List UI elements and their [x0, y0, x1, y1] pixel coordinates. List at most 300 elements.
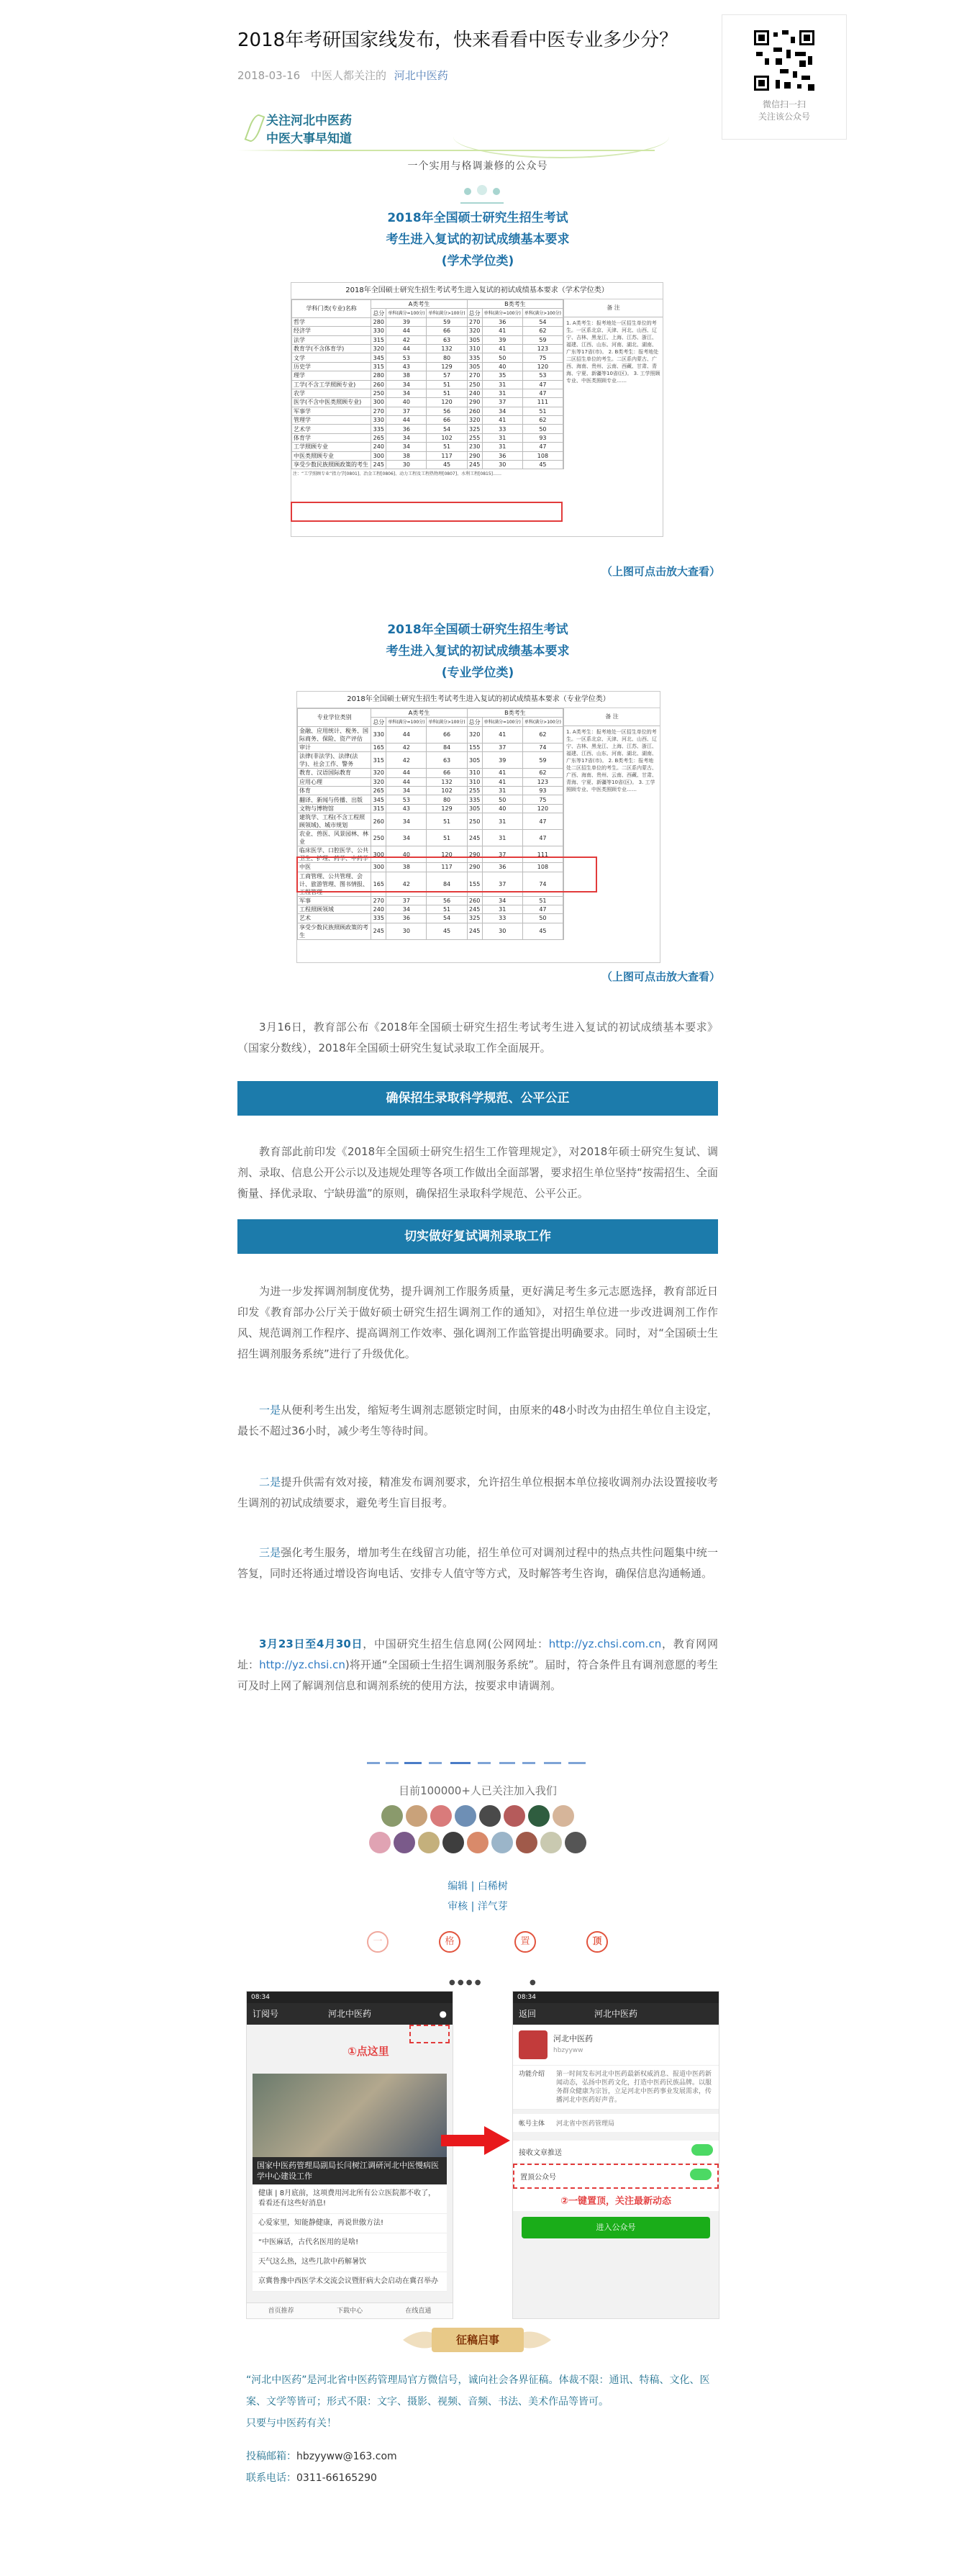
- article-date: 2018-03-16: [237, 69, 301, 82]
- table1-cell-score: 39: [386, 317, 427, 326]
- phone2-nav: [513, 2003, 719, 2025]
- table1-cell-score: 270: [467, 371, 482, 380]
- table1-row: [292, 398, 563, 407]
- table2-cell-score: 111: [522, 846, 563, 863]
- table2-cell-score: 335: [371, 914, 386, 923]
- table1-cell-score: 240: [467, 389, 482, 397]
- table2-highlight-box: [296, 857, 597, 892]
- table2-cell-score: 51: [522, 896, 563, 905]
- table1-cell-score: 51: [427, 380, 467, 389]
- table2-head-b: B类考生: [467, 709, 563, 718]
- follow-header-graphic: [237, 108, 718, 166]
- table1-cell-score: 123: [522, 344, 563, 353]
- table2-head-single1-b: 单科(满分=100分): [482, 718, 522, 726]
- phone1-tab-3[interactable]: 在线直通: [405, 2308, 432, 2315]
- table1-caption: 2018年全国硕士研究生招生考试考生进入复试的初试成绩基本要求（学术学位类）: [291, 283, 663, 299]
- table2-cell-subject: 临床医学、口腔医学、公共卫生、护理、药学、中药学: [298, 846, 371, 863]
- banner-heading-2: 切实做好复试调剂录取工作: [237, 1219, 718, 1254]
- avatar-row-2: [237, 1832, 718, 1856]
- paragraph-2: 为进一步发挥调剂制度优势，提升调剂工作服务质量，更好满足考生多元志愿选择，教育部近日印发《教育部办公厅关于做好硕士研究生招生调剂工作的通知》，对招生单位进一步改进调剂工作作风、规范调剂工作程序、提高调剂工作效率、强化调剂工作监管提出明确要求。同时，对“全国硕士生招生调剂服务系统”进行了升级优化。: [237, 1285, 718, 1360]
- table2-cell-score: 43: [386, 804, 427, 813]
- table2-cell-score: 50: [482, 795, 522, 804]
- table1-row: [292, 362, 563, 371]
- para5-lead: 三是: [259, 1546, 281, 1559]
- table1-cell-score: 42: [386, 335, 427, 344]
- table2-cell-score: 37: [482, 872, 522, 896]
- table1-cell-score: 260: [467, 407, 482, 415]
- table1-cell-score: 345: [371, 353, 386, 362]
- table2-cell-subject: 文物与博物馆: [298, 804, 371, 813]
- table2-cell-score: 63: [427, 752, 467, 769]
- table1-cell-score: 34: [482, 407, 522, 415]
- table1-row: [292, 380, 563, 389]
- table2-cell-score: 37: [482, 743, 522, 751]
- review-label: 审核: [448, 1901, 468, 1912]
- table1-cell-score: 111: [522, 398, 563, 407]
- table1-cell-score: 51: [427, 443, 467, 451]
- table2-remark: 1. A类考生：报考地处一区招生单位的考生。一区系北京、天津、河北、山西、辽宁、吉林、黑龙江、上海、江苏、浙江、福建、江西、山东、河南、湖北、湖南、广东等17省(市)。 2. B类考生：报考地处二区招生单位的考生。二区系内蒙古、广西、海南、贵州、云南、西藏、甘肃、青海、宁夏、新疆等10省(区)。 3. 工学照顾专业、中医类照顾专业……: [566, 729, 657, 792]
- avatar: [491, 1832, 513, 1853]
- table2-cell-subject: 审计: [298, 743, 371, 751]
- table1-cell-score: 36: [386, 425, 427, 433]
- table2-row: [298, 813, 563, 830]
- phone1-status-bar: [247, 1992, 453, 2003]
- table1-cell-score: 102: [427, 433, 467, 442]
- table2-cell-score: 42: [386, 872, 427, 896]
- phone-label: 联系电话：: [246, 2472, 296, 2484]
- table1-cell-score: 50: [522, 425, 563, 433]
- para6-text-3: )将开通“全国硕士生招生调剂服务系统”。届时，符合条件且有调剂意愿的考生可及时上网了解调剂信息和调剂系统的使用方法，按要求申请调剂。: [237, 1658, 718, 1692]
- enter-account-button[interactable]: 进入公众号: [522, 2217, 710, 2238]
- table2-cell-score: 129: [427, 804, 467, 813]
- table2-cell-score: 34: [386, 786, 427, 795]
- table2-cell-score: 54: [427, 914, 467, 923]
- table2-row: [298, 752, 563, 769]
- table1-cell-score: 50: [482, 353, 522, 362]
- table2-row: [298, 769, 563, 777]
- table2-cell-score: 36: [482, 863, 522, 872]
- table2-cell-score: 320: [371, 769, 386, 777]
- table1-cell-score: 34: [386, 433, 427, 442]
- avatar: [540, 1832, 562, 1853]
- followers-count: 目前100000+人已关注加入我们: [399, 1784, 557, 1797]
- table2-cell-score: 305: [467, 752, 482, 769]
- table2-cell-score: 51: [427, 813, 467, 830]
- table2-cell-score: 34: [386, 905, 427, 913]
- table1-cell-score: 270: [371, 407, 386, 415]
- para6-lead: 3月23日至4月30日: [259, 1637, 363, 1650]
- table2-cell-score: 47: [522, 813, 563, 830]
- paragraph-3: [237, 1400, 718, 1442]
- table1-cell-score: 66: [427, 327, 467, 335]
- step-circle-1: 一: [367, 1931, 389, 1953]
- table2-cell-score: 290: [467, 846, 482, 863]
- pin-toggle[interactable]: [690, 2169, 712, 2180]
- table1-cell-score: 240: [371, 443, 386, 451]
- author-note: 中医人都关注的: [310, 69, 386, 82]
- para3-lead: 一是: [259, 1404, 281, 1416]
- table1-cell-score: 59: [522, 335, 563, 344]
- decorative-dots: [453, 184, 511, 204]
- section1-title: [237, 207, 718, 272]
- table1-cell-score: 120: [427, 398, 467, 407]
- table2-cell-subject: 军事: [298, 896, 371, 905]
- phone1-tab-2[interactable]: 下载中心: [336, 2308, 363, 2315]
- table2-cell-subject: 金融、应用统计、税务、国际商务、保险、资产评估: [298, 726, 371, 743]
- table2-cell-score: 31: [482, 786, 522, 795]
- avatar: [553, 1805, 574, 1827]
- table1-head-single2-b: 单科(满分>100分): [522, 309, 563, 317]
- table1-row: [292, 416, 563, 425]
- table1-cell-score: 335: [467, 353, 482, 362]
- table1-cell-score: 117: [427, 451, 467, 460]
- section2-title-line-1: 2018年全国硕士研究生招生考试: [387, 623, 568, 637]
- table2-head-single2-a: 单科(满分>100分): [427, 718, 467, 726]
- table1-head-remark: 备 注: [564, 299, 663, 317]
- table2-cell-score: 50: [522, 914, 563, 923]
- step-circle-2: 格: [439, 1931, 460, 1953]
- table1-cell-score: 47: [522, 380, 563, 389]
- table1-cell-score: 36: [482, 317, 522, 326]
- table2-cell-score: 56: [427, 896, 467, 905]
- para4-lead: 二是: [259, 1475, 281, 1488]
- qr-panel: [722, 14, 847, 140]
- table1-highlight-box: [291, 502, 563, 522]
- table1-row: [292, 327, 563, 335]
- section2-title-line-3: (专业学位类): [441, 666, 514, 680]
- table2-cell-score: 320: [467, 726, 482, 743]
- table2-cell-score: 165: [371, 743, 386, 751]
- table1-head-b: B类考生: [467, 300, 563, 309]
- email-link[interactable]: hbzyyww@163.com: [296, 2451, 397, 2462]
- table1-head-a: A类考生: [371, 300, 467, 309]
- phone1-tabbar: [247, 2302, 453, 2318]
- phone-screenshot-2: [512, 1991, 719, 2319]
- table2-cell-score: 47: [522, 905, 563, 913]
- table2-cell-score: 270: [371, 896, 386, 905]
- table2-cell-score: 31: [482, 813, 522, 830]
- phone1-nav: [247, 2003, 453, 2025]
- table1-remark-column: [563, 299, 663, 469]
- phone1-news-list: [253, 2184, 447, 2292]
- table1-cell-score: 44: [386, 327, 427, 335]
- table1-cell-score: 270: [467, 317, 482, 326]
- table1-row: [292, 353, 563, 362]
- slogan: 一个实用与格调兼修的公众号: [407, 161, 548, 172]
- table1-cell-score: 34: [386, 443, 427, 451]
- phone1-tab-1[interactable]: 首页推荐: [268, 2308, 294, 2315]
- phone2-title: 河北中医药: [594, 2009, 637, 2019]
- table2-cell-score: 66: [427, 769, 467, 777]
- table1-cell-score: 34: [386, 380, 427, 389]
- editor-name: 白稀树: [477, 1881, 508, 1892]
- table2-cell-score: 74: [522, 872, 563, 896]
- table1-cell-score: 38: [386, 371, 427, 380]
- table2-row: [298, 830, 563, 846]
- table1-cell-score: 43: [386, 362, 427, 371]
- table2-cell-score: 240: [371, 905, 386, 913]
- phone1-back[interactable]: 订阅号: [253, 2009, 279, 2019]
- table1-cell-score: 315: [371, 335, 386, 344]
- table1-row: [292, 407, 563, 415]
- table1-cell-score: 53: [386, 353, 427, 362]
- editor-line: 编辑 | 白稀树: [448, 1881, 508, 1892]
- phone-screenshot-1: [246, 1991, 453, 2319]
- intro-paragraph: 3月16日，教育部公布《2018年全国硕士研究生招生考试考生进入复试的初试成绩基本要求》（国家分数线），2018年全国硕士研究生复试录取工作全面展开。: [237, 1021, 718, 1054]
- table1-cell-score: 315: [371, 362, 386, 371]
- table1-row: [292, 451, 563, 460]
- paragraph-5: [237, 1542, 718, 1584]
- table2-cell-score: 310: [467, 777, 482, 786]
- accept-toggle[interactable]: [691, 2144, 713, 2156]
- section2-title-line-2: 考生进入复试的初试成绩基本要求: [386, 644, 570, 659]
- qr-caption-1: 微信扫一扫: [762, 99, 806, 109]
- phone2-intro: 第一时间发布河北中医药最新权威消息、报道中医药新闻动态，弘扬中医药文化，打造中医药民族品牌。以服务群众健康为宗旨，立足河北中医药事业发展需求，传播河北中医药好声音。: [556, 2071, 712, 2104]
- table2-cell-score: 47: [522, 830, 563, 846]
- table1-head-total-a: 总分: [371, 309, 386, 317]
- news-photo: [253, 2074, 447, 2157]
- table2-row: [298, 923, 563, 939]
- table1-cell-score: 80: [427, 353, 467, 362]
- table2-cell-score: 255: [467, 786, 482, 795]
- news-title: 国家中医药管理局副局长闫树江调研河北中医慢病医学中心建设工作: [253, 2157, 447, 2184]
- table1-cell-score: 57: [427, 371, 467, 380]
- table2-cell-score: 120: [522, 804, 563, 813]
- table2-cell-score: 245: [467, 923, 482, 939]
- score-table-professional[interactable]: [296, 691, 660, 963]
- table2-remark-column: [563, 708, 660, 940]
- table2-row: [298, 905, 563, 913]
- yz-chsi-com-link[interactable]: http://yz.chsi.com.cn: [548, 1637, 662, 1650]
- follow-line-1: 关注河北中医药: [266, 114, 352, 128]
- table2-cell-score: 265: [371, 786, 386, 795]
- avatar: [528, 1805, 550, 1827]
- table1-cell-score: 280: [371, 317, 386, 326]
- account-link[interactable]: 河北中医药: [394, 69, 448, 82]
- table1-cell-score: 47: [522, 443, 563, 451]
- section1-view-big-link[interactable]: （上图可点击放大查看）: [601, 565, 721, 578]
- avatar: [565, 1832, 586, 1853]
- table2-cell-score: 245: [467, 830, 482, 846]
- table1-cell-score: 93: [522, 433, 563, 442]
- table2-cell-score: 300: [371, 863, 386, 872]
- section1-title-line-2: 考生进入复试的初试成绩基本要求: [386, 232, 570, 247]
- table2-cell-score: 117: [427, 863, 467, 872]
- table1-cell-score: 320: [467, 416, 482, 425]
- phone2-intro-row: [513, 2066, 719, 2110]
- table2-row: [298, 786, 563, 795]
- phone2-profile: [513, 2025, 719, 2066]
- table2-cell-score: 39: [482, 752, 522, 769]
- yz-chsi-cn-link[interactable]: http://yz.chsi.cn: [259, 1658, 345, 1671]
- table2-cell-score: 335: [467, 795, 482, 804]
- table2-cell-score: 51: [427, 905, 467, 913]
- table2-cell-subject: 教育、汉语国际教育: [298, 769, 371, 777]
- table2-cell-score: 155: [467, 872, 482, 896]
- table2-cell-score: 120: [427, 846, 467, 863]
- table1-cell-subject: 哲学: [292, 317, 371, 326]
- paragraph-4: [237, 1472, 718, 1514]
- table2-cell-score: 250: [371, 830, 386, 846]
- section2-view-big-link[interactable]: （上图可点击放大查看）: [601, 970, 721, 983]
- table2-cell-score: 84: [427, 872, 467, 896]
- table2-row: [298, 743, 563, 751]
- phone2-mark: ②一键置顶，关注最新动态: [513, 2189, 719, 2211]
- footer-paragraph: “河北中医药”是河北省中医药管理局官方微信号，诚向社会各界征稿。体裁不限：通讯、特稿、文化、医案、文学等皆可；形式不限：文字、摄影、视频、音频、书法、美术作品等皆可。: [246, 2374, 710, 2408]
- pager-dots-icon: ● ● ● ●: [449, 1979, 481, 1987]
- phone1-news-item[interactable]: 京冀鲁豫中西医学术交流会议暨肝病大会启动在冀召举办: [253, 2272, 447, 2292]
- table1-remark: 1. A类考生：报考地处一区招生单位的考生。一区系北京、天津、河北、山西、辽宁、吉林、黑龙江、上海、江苏、浙江、福建、江西、山东、河南、湖北、湖南、广东等17省(市)。 2. B类考生：报考地处二区招生单位的考生。二区系内蒙古、广西、海南、贵州、云南、西藏、甘肃、青海、宁夏、新疆等10省(区)。 3. 工学照顾专业、中医类照顾专业……: [566, 320, 660, 384]
- table1-cell-score: 40: [386, 398, 427, 407]
- table2-cell-score: 31: [482, 830, 522, 846]
- para3-text: 从便利考生出发，缩短考生调剂志愿锁定时间，由原来的48小时改为由招生单位自主设定，最长不超过36小时，减少考生等待时间。: [237, 1404, 718, 1437]
- table2-cell-score: 305: [467, 804, 482, 813]
- table1-grid: [291, 299, 563, 469]
- table2-cell-score: 260: [467, 896, 482, 905]
- qr-code-icon: [752, 28, 817, 93]
- table1-cell-score: 44: [386, 416, 427, 425]
- table1-cell-score: 265: [371, 433, 386, 442]
- table2-cell-score: 315: [371, 752, 386, 769]
- table2-cell-score: 40: [482, 804, 522, 813]
- profile-icon[interactable]: ●: [439, 2009, 447, 2019]
- table1-cell-score: 63: [427, 335, 467, 344]
- table1-head-single2-a: 单科(满分>100分): [427, 309, 467, 317]
- table1-cell-score: 120: [522, 362, 563, 371]
- table2-cell-subject: 中医: [298, 863, 371, 872]
- table2-cell-score: 34: [482, 896, 522, 905]
- avatar: [516, 1832, 537, 1853]
- article-meta: [237, 68, 448, 83]
- review-name: 洋气芽: [477, 1901, 508, 1912]
- table1-cell-score: 330: [371, 327, 386, 335]
- avatar: [381, 1805, 403, 1827]
- table2-cell-subject: 建筑学、工程(不含工程照顾领域)、城市规划: [298, 813, 371, 830]
- table1-cell-subject: 经济学: [292, 327, 371, 335]
- table2-cell-score: 45: [522, 923, 563, 939]
- seal-banner: [396, 2323, 558, 2356]
- table1-cell-score: 33: [482, 425, 522, 433]
- table2-cell-score: 37: [482, 846, 522, 863]
- table2-cell-score: 37: [386, 896, 427, 905]
- table1-cell-subject: 农学: [292, 389, 371, 397]
- phone2-status-bar: [513, 1992, 719, 2003]
- phone2-back[interactable]: 返回: [519, 2009, 537, 2019]
- phone1-time: 08:34: [251, 1994, 270, 2001]
- table2-cell-score: 93: [522, 786, 563, 795]
- phone2-subject-row: [513, 2114, 719, 2132]
- phone2-top: 置顶公众号: [520, 2174, 556, 2182]
- table1-cell-score: 51: [522, 407, 563, 415]
- table1-cell-subject: 体育学: [292, 433, 371, 442]
- avatar: [406, 1805, 427, 1827]
- phone1-news-item[interactable]: 天气这么热，这些几款中药解暑饮: [253, 2253, 447, 2272]
- table1-cell-score: 44: [386, 344, 427, 353]
- table1-row: [292, 433, 563, 442]
- table1-cell-score: 62: [522, 416, 563, 425]
- decorative-dashes: [367, 1761, 587, 1765]
- table2-cell-subject: 享受少数民族照顾政策的考生: [298, 923, 371, 939]
- table2-cell-subject: 工商管理、公共管理、会计、旅游管理、图书情报、工程管理: [298, 872, 371, 896]
- table2-head-a: A类考生: [371, 709, 467, 718]
- phone1-news-item[interactable]: “中医麻话，古代名医用的是啥!: [253, 2233, 447, 2253]
- table2-cell-score: 250: [467, 813, 482, 830]
- table1-head-total-b: 总分: [467, 309, 482, 317]
- table1-cell-subject: 文学: [292, 353, 371, 362]
- phone1-mark: ①点这里: [347, 2045, 389, 2058]
- table2-cell-score: 33: [482, 914, 522, 923]
- table2-cell-subject: 翻译、新闻与传播、出版: [298, 795, 371, 804]
- footer-phone-row: [246, 2467, 721, 2489]
- phone1-news-item[interactable]: 健康 | 8月底前，这项费用河北所有公立医院都不收了，看看还有这些好消息!: [253, 2184, 447, 2214]
- table2-cell-score: 132: [427, 777, 467, 786]
- avatar: [430, 1805, 452, 1827]
- editor-label: 编辑: [448, 1881, 468, 1892]
- table2-cell-score: 42: [386, 752, 427, 769]
- table2-head-remark: 备 注: [564, 708, 660, 726]
- email-label: 投稿邮箱：: [246, 2451, 296, 2462]
- table2-cell-score: 315: [371, 804, 386, 813]
- article-title: 2018年考研国家线发布，快来看看中医专业多少分？: [237, 30, 678, 51]
- table1-cell-score: 39: [482, 335, 522, 344]
- table1-row: [292, 461, 563, 469]
- table1-cell-score: 31: [482, 389, 522, 397]
- table2-row: [298, 896, 563, 905]
- table1-cell-score: 310: [467, 344, 482, 353]
- table2-cell-score: 310: [467, 769, 482, 777]
- phone2-time: 08:34: [517, 1994, 536, 2001]
- table1-cell-score: 230: [467, 443, 482, 451]
- para5-text: 强化考生服务，增加考生在线留言功能，招生单位可对调剂过程中的热点共性问题集中统一答复，同时还将通过增设咨询电话、安排专人值守等方式，及时解答考生咨询，确保信息沟通畅通。: [237, 1546, 718, 1580]
- table1-cell-score: 37: [482, 398, 522, 407]
- table2-cell-score: 290: [467, 863, 482, 872]
- reviewer-line: 审核 | 洋气芽: [448, 1901, 508, 1912]
- table1-cell-score: 305: [467, 335, 482, 344]
- table1-cell-score: 320: [371, 344, 386, 353]
- seal-title: 征稿启事: [432, 2328, 524, 2352]
- table2-cell-score: 53: [386, 795, 427, 804]
- table1-cell-score: 290: [467, 451, 482, 460]
- table1-cell-subject: 历史学: [292, 362, 371, 371]
- table2-head-subject: 专业学位类别: [298, 709, 371, 727]
- avatar: [504, 1805, 525, 1827]
- table2-cell-score: 108: [522, 863, 563, 872]
- phone1-news-item[interactable]: 心爱家里，知能静健康，再说世傲方法!: [253, 2214, 447, 2233]
- table1-cell-score: 51: [427, 389, 467, 397]
- table2-cell-score: 102: [427, 786, 467, 795]
- table2-cell-score: 62: [522, 769, 563, 777]
- table1-cell-score: 40: [482, 362, 522, 371]
- phone1-profile-highlight: [409, 2025, 450, 2043]
- table1-cell-score: 325: [467, 425, 482, 433]
- table2-head-total-b: 总分: [467, 718, 482, 726]
- table2-cell-score: 62: [522, 726, 563, 743]
- table1-cell-score: 56: [427, 407, 467, 415]
- table1-cell-score: 62: [522, 327, 563, 335]
- step-circle-4: 顶: [586, 1931, 608, 1953]
- avatar: [394, 1832, 415, 1853]
- step-circle-3: 置: [514, 1931, 536, 1953]
- table1-cell-score: 255: [467, 433, 482, 442]
- table2-cell-score: 44: [386, 777, 427, 786]
- score-table-academic[interactable]: [291, 282, 663, 537]
- table1-row: [292, 389, 563, 397]
- avatar: [442, 1832, 464, 1853]
- table1-cell-score: 260: [371, 380, 386, 389]
- table2-cell-score: 320: [371, 777, 386, 786]
- phone1-news-card[interactable]: [253, 2074, 447, 2184]
- table2-row: [298, 804, 563, 813]
